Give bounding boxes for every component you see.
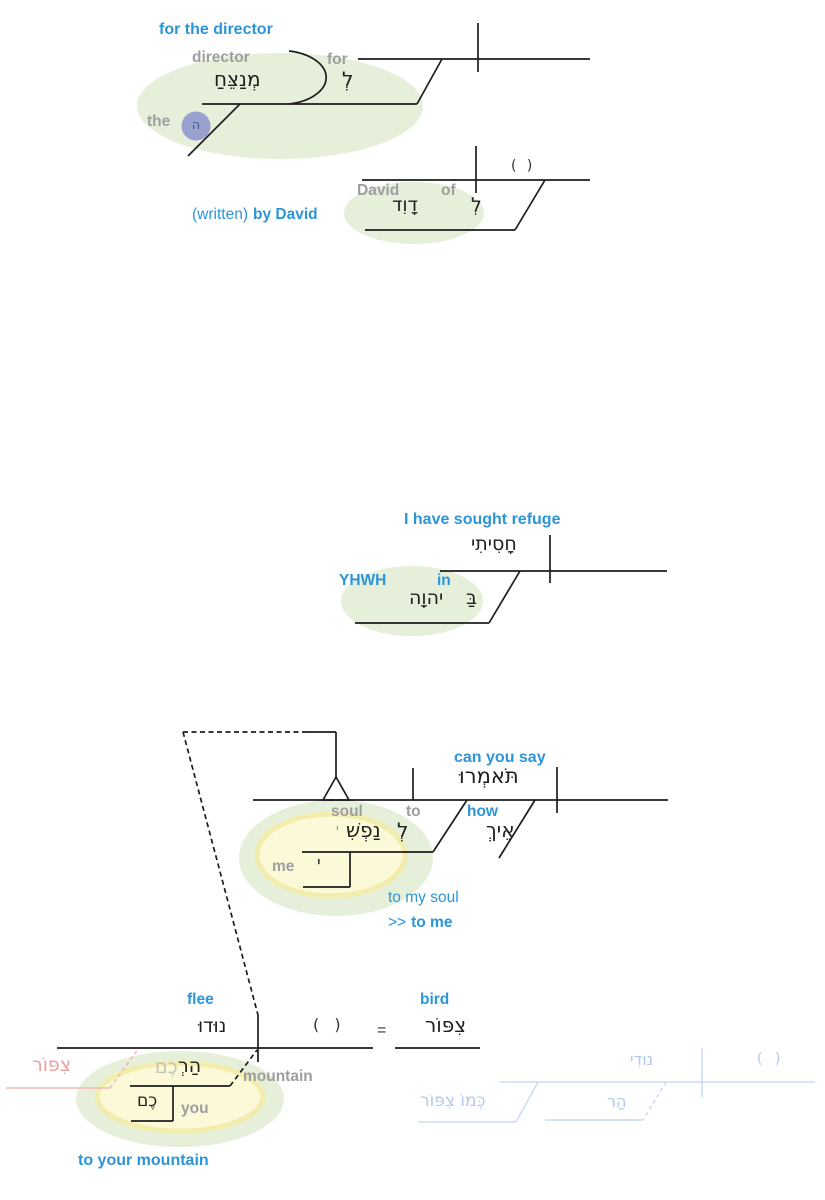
label-yhwh: YHWH xyxy=(339,572,387,589)
label-the: the xyxy=(147,113,171,130)
pedestal-triangle xyxy=(323,777,349,800)
word-lamed-of: לְ xyxy=(471,194,482,216)
label-for: for xyxy=(327,51,348,68)
word-tsippor-pink-variant: צִפּוֹר xyxy=(32,1054,72,1076)
subject-placeholder-david: ( ) xyxy=(511,158,536,174)
label-of: of xyxy=(441,182,456,199)
word-har-stem: הַרְ xyxy=(178,1055,202,1077)
word-yhwh: יהוָה xyxy=(409,587,444,609)
gloss-to-your-mountain: to your mountain xyxy=(78,1152,209,1169)
alt-word-har: הַר xyxy=(607,1092,627,1111)
note-to-me-bold: to me xyxy=(411,914,453,931)
word-chasiti: חָסִיתִי xyxy=(471,533,517,555)
alt-word-kemo-tsippor: כְּמוֹ צִפּוֹר xyxy=(420,1091,486,1111)
suffix-yod: י xyxy=(317,853,321,872)
equals-sign: = xyxy=(377,1022,387,1039)
suffix-chem-ghost: כֶם xyxy=(155,1056,178,1078)
highlight-soul-yellow xyxy=(257,814,405,896)
article-he-letter: ה xyxy=(191,117,201,133)
gloss-for-the-director: for the director xyxy=(159,21,273,38)
label-you: you xyxy=(181,1100,209,1117)
label-mountain: mountain xyxy=(243,1068,313,1085)
word-lamed-prefix: לְ xyxy=(342,67,354,91)
word-lamed-to: לְ xyxy=(397,818,409,842)
label-in: in xyxy=(437,572,451,589)
word-nudu: נוּדוּ xyxy=(198,1015,227,1037)
note-to-my-soul: to my soul xyxy=(388,889,459,906)
note-arrows: >> xyxy=(388,914,407,931)
gloss-can-you-say: can you say xyxy=(454,749,546,766)
word-bet-prefix: בַּ xyxy=(466,587,477,609)
note-to-me xyxy=(388,914,452,933)
alt-word-nudi: נוּדִי xyxy=(630,1050,654,1069)
word-david: דָוִד xyxy=(392,194,418,216)
gloss-sought-refuge: I have sought refuge xyxy=(404,511,561,528)
gloss-by-david-bold: by David xyxy=(252,206,318,223)
gloss-written: (written) xyxy=(192,206,248,223)
word-ech: אֵיךְ xyxy=(486,818,515,842)
word-tsippor: צִפּוֹר xyxy=(425,1013,467,1037)
word-menatseach: מְנַצֵּחַ xyxy=(214,67,261,91)
highlight-director xyxy=(137,53,423,159)
word-tomru: תֹּאמְרוּ xyxy=(459,764,519,788)
label-how: how xyxy=(467,803,498,820)
subject-placeholder-flee: ( ) xyxy=(313,1015,346,1034)
label-to: to xyxy=(406,803,421,820)
label-david: David xyxy=(357,182,400,199)
alt-subject-placeholder: ( ) xyxy=(757,1051,785,1067)
suffix-yod-ghost: י xyxy=(336,822,339,837)
word-nafsh: נַפְשִׁ xyxy=(346,818,381,842)
label-me: me xyxy=(272,858,295,875)
gloss-bird: bird xyxy=(420,991,450,1008)
suffix-chem: כֶם xyxy=(137,1091,158,1111)
gloss-by-david xyxy=(192,206,318,225)
label-director: director xyxy=(192,49,250,66)
gloss-flee: flee xyxy=(187,991,214,1008)
label-soul: soul xyxy=(331,803,363,820)
